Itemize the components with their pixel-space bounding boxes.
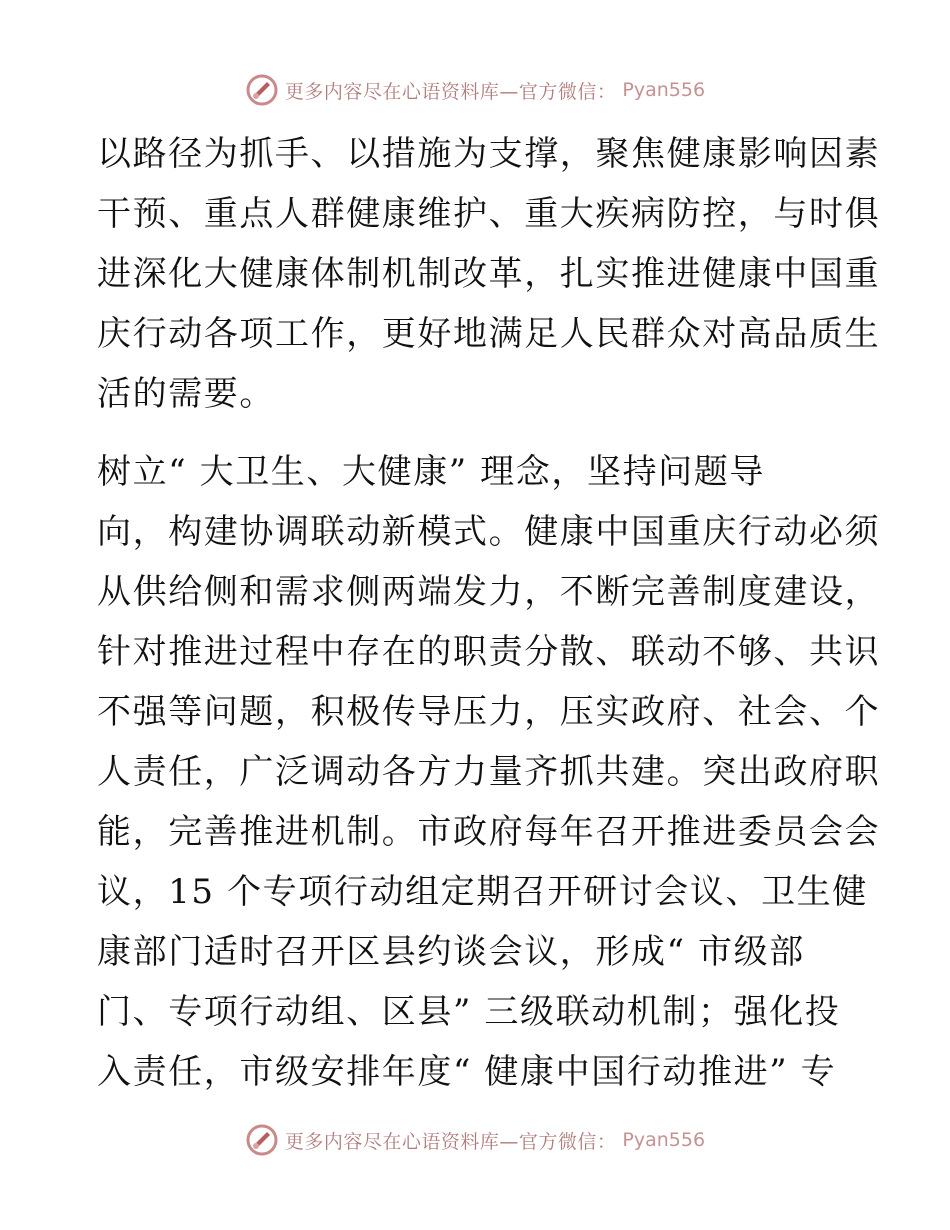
text-line: 门、专项行动组、区县” 三级联动机制；强化投 [97,992,841,1032]
text-line: 以路径为抓手、以措施为支撑，聚焦健康影响因素 [97,134,881,174]
text-line: 不强等问题，积极传导压力，压实政府、社会、个 [97,692,881,732]
text-line: 向，构建协调联动新模式。健康中国重庆行动必须 [97,512,881,552]
text-line: 人责任，广泛调动各方力量齐抓共建。突出政府职 [97,752,881,792]
text-line: 能，完善推进机制。市政府每年召开推进委员会会 [97,812,881,852]
text-line: 干预、重点人群健康维护、重大疾病防控，与时俱 [97,194,881,234]
text-line: 针对推进过程中存在的职责分散、联动不够、共识 [97,632,881,672]
text-line: 从供给侧和需求侧两端发力，不断完善制度建设， [97,572,881,612]
watermark-text: 更多内容尽在心语资料库—官方微信： [284,1130,617,1153]
watermark-text: 更多内容尽在心语资料库—官方微信： [284,80,617,103]
text-line: 庆行动各项工作，更好地满足人民群众对高品质生 [97,314,881,354]
paragraph-1 [97,124,881,424]
watermark-wechat-id: Pyan556 [622,1129,706,1151]
footer-watermark [0,1120,950,1160]
brand-logo-icon [245,73,279,107]
text-line: 议，15 个专项行动组定期召开研讨会议、卫生健 [97,872,868,912]
text-line: 入责任，市级安排年度“ 健康中国行动推进” 专 [97,1052,837,1092]
paragraph-2 [97,442,881,1102]
header-watermark [0,70,950,110]
brand-logo-icon [245,1123,279,1157]
watermark-wechat-id: Pyan556 [622,79,706,101]
text-line: 康部门适时召开区县约谈会议，形成“ 市级部 [97,932,805,972]
text-line: 树立“ 大卫生、大健康” 理念，坚持问题导 [97,452,765,492]
text-line: 进深化大健康体制机制改革，扎实推进健康中国重 [97,254,881,294]
document-body [97,124,881,1102]
text-line: 活的需要。 [97,374,275,414]
